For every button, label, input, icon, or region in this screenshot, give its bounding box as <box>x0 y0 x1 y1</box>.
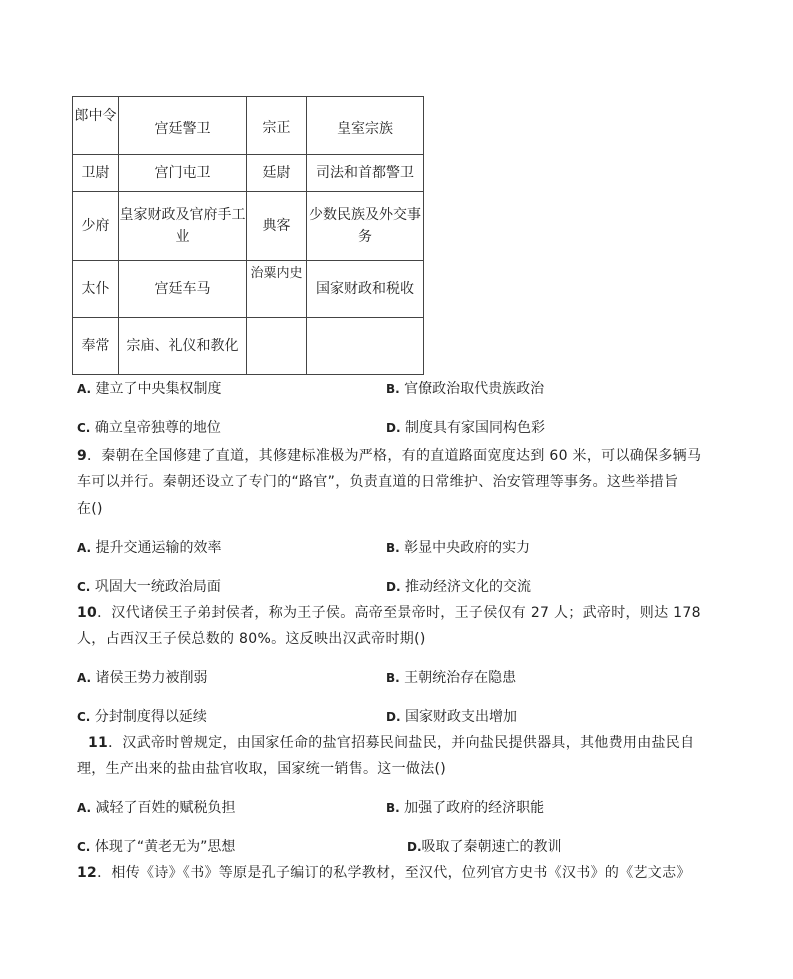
option-text: 分封制度得以延续 <box>94 709 207 725</box>
option-text: 王朝统治存在隐患 <box>404 670 517 686</box>
table-cell <box>119 155 247 192</box>
cell-text: 典客 <box>262 218 291 234</box>
cell-text: 卫尉 <box>81 165 110 181</box>
stem-text: ．汉武帝时曾规定，由国家任命的盐官招募民间盐民，并向盐民提供器具，其他费用由盐民自 <box>108 735 695 751</box>
table-cell <box>247 192 307 261</box>
cell-text: 郎中令 <box>74 108 117 124</box>
table-cell <box>307 318 424 375</box>
table-cell <box>73 97 119 155</box>
table-cell <box>307 155 424 192</box>
q9-stem-line1 <box>77 445 701 465</box>
option-text: 诸侯王势力被削弱 <box>95 670 208 686</box>
option-text: 推动经济文化的交流 <box>404 579 531 595</box>
option-text: 减轻了百姓的赋税负担 <box>95 800 236 816</box>
q9-option-b[interactable]: B. 彰显中央政府的实力 <box>386 540 531 556</box>
option-text: 提升交通运输的效率 <box>95 540 222 556</box>
q10-option-d[interactable]: D. 国家财政支出增加 <box>386 709 517 725</box>
q11-option-c[interactable]: C. 体现了“黄老无为”思想 <box>77 839 236 855</box>
table-cell <box>73 155 119 192</box>
cell-text: 廷尉 <box>262 165 291 181</box>
cell-text: 宫廷车马 <box>154 281 211 297</box>
q8-option-c[interactable]: C. 确立皇帝独尊的地位 <box>77 420 221 436</box>
cell-text: 皇家财政及官府手工 <box>119 207 246 223</box>
option-text: 确立皇帝独尊的地位 <box>94 420 221 436</box>
cell-text: 少数民族及外交事 <box>309 207 421 223</box>
option-text: 巩固大一统政治局面 <box>94 579 221 595</box>
q10-option-c[interactable]: C. 分封制度得以延续 <box>77 709 207 725</box>
table-row <box>73 97 424 155</box>
q9-stem-line2 <box>77 471 678 491</box>
option-text: 体现了“黄老无为”思想 <box>94 839 236 855</box>
q10-stem-line2 <box>77 628 426 648</box>
q9-option-d[interactable]: D. 推动经济文化的交流 <box>386 579 531 595</box>
table-cell <box>247 97 307 155</box>
option-text: 加强了政府的经济职能 <box>404 800 545 816</box>
q9-stem-line3 <box>77 498 103 518</box>
cell-text: 宗正 <box>262 119 291 136</box>
question-number: 11 <box>88 735 109 751</box>
q9-option-c[interactable]: C. 巩固大一统政治局面 <box>77 579 221 595</box>
option-text: 建立了中央集权制度 <box>95 381 222 397</box>
question-number: 10 <box>77 605 98 621</box>
cell-text: 奉常 <box>81 338 110 354</box>
option-text: 吸取了秦朝速亡的教训 <box>421 839 562 855</box>
option-text: 国家财政支出增加 <box>404 709 517 725</box>
option-text: 官僚政治取代贵族政治 <box>404 381 545 397</box>
stem-text: 理，生产出来的盐由盐官收取，国家统一销售。这一做法() <box>77 761 447 777</box>
stem-text: 车可以并行。秦朝还设立了专门的“路官”，负责直道的日常维护、治安管理等事务。这些举措旨 <box>77 474 679 490</box>
table-cell <box>247 155 307 192</box>
table-cell <box>119 261 247 318</box>
cell-text: 宗庙、礼仪和教化 <box>126 338 239 354</box>
question-number: 12 <box>77 865 98 881</box>
table-cell <box>119 192 247 261</box>
table-cell <box>73 192 119 261</box>
q12-stem-line1 <box>77 862 691 882</box>
table-cell <box>307 261 424 318</box>
cell-text: 太仆 <box>81 281 110 297</box>
q8-option-d[interactable]: D. 制度具有家国同构色彩 <box>386 420 545 436</box>
q11-option-a[interactable]: A. 减轻了百姓的赋税负担 <box>77 800 236 816</box>
question-number: 9 <box>77 448 88 464</box>
table-cell <box>119 97 247 155</box>
table-row <box>73 318 424 375</box>
q9-option-a[interactable]: A. 提升交通运输的效率 <box>77 540 222 556</box>
table-cell <box>307 97 424 155</box>
stem-text: ．汉代诸侯王子弟封侯者，称为王子侯。高帝至景帝时，王子侯仅有 27 人；武帝时，则达 178 <box>97 605 701 621</box>
option-text: 制度具有家国同构色彩 <box>404 420 545 436</box>
stem-text: 在() <box>77 501 103 517</box>
q10-option-b[interactable]: B. 王朝统治存在隐患 <box>386 670 517 686</box>
cell-text-wrap: 业 <box>175 229 190 245</box>
cell-text: 少府 <box>81 218 110 234</box>
table-cell <box>73 318 119 375</box>
cell-text: 治粟内史 <box>250 266 303 281</box>
q11-stem-line2 <box>77 758 446 778</box>
q8-option-b[interactable]: B. 官僚政治取代贵族政治 <box>386 381 545 397</box>
stem-text: ．相传《诗》《书》等原是孔子编订的私学教材，至汉代，位列官方史书《汉书》的《艺文志》 <box>97 865 691 881</box>
table-row <box>73 192 424 261</box>
q11-stem-line1 <box>88 732 694 752</box>
cell-text: 宫门屯卫 <box>154 165 211 181</box>
table-cell <box>119 318 247 375</box>
table-row <box>73 155 424 192</box>
option-text: 彰显中央政府的实力 <box>404 540 531 556</box>
officials-table <box>72 96 424 375</box>
cell-text: 宫廷警卫 <box>154 120 211 137</box>
table-row <box>73 261 424 318</box>
q11-option-d[interactable]: D.吸取了秦朝速亡的教训 <box>407 839 562 855</box>
cell-text-wrap: 务 <box>358 229 372 245</box>
table-cell <box>247 261 307 318</box>
q8-option-a[interactable]: A. 建立了中央集权制度 <box>77 381 222 397</box>
table-cell <box>307 192 424 261</box>
stem-text: ．秦朝在全国修建了直道，其修建标准极为严格，有的直道路面宽度达到 60 米，可以确保多辆马 <box>87 448 702 464</box>
table-cell <box>73 261 119 318</box>
table-cell <box>247 318 307 375</box>
q11-option-b[interactable]: B. 加强了政府的经济职能 <box>386 800 545 816</box>
cell-text: 皇室宗族 <box>337 120 393 137</box>
cell-text: 国家财政和税收 <box>316 281 414 297</box>
q10-option-a[interactable]: A. 诸侯王势力被削弱 <box>77 670 208 686</box>
stem-text: 人，占西汉王子侯总数的 80%。这反映出汉武帝时期() <box>77 631 426 647</box>
cell-text: 司法和首都警卫 <box>316 165 414 181</box>
q10-stem-line1 <box>77 602 701 622</box>
